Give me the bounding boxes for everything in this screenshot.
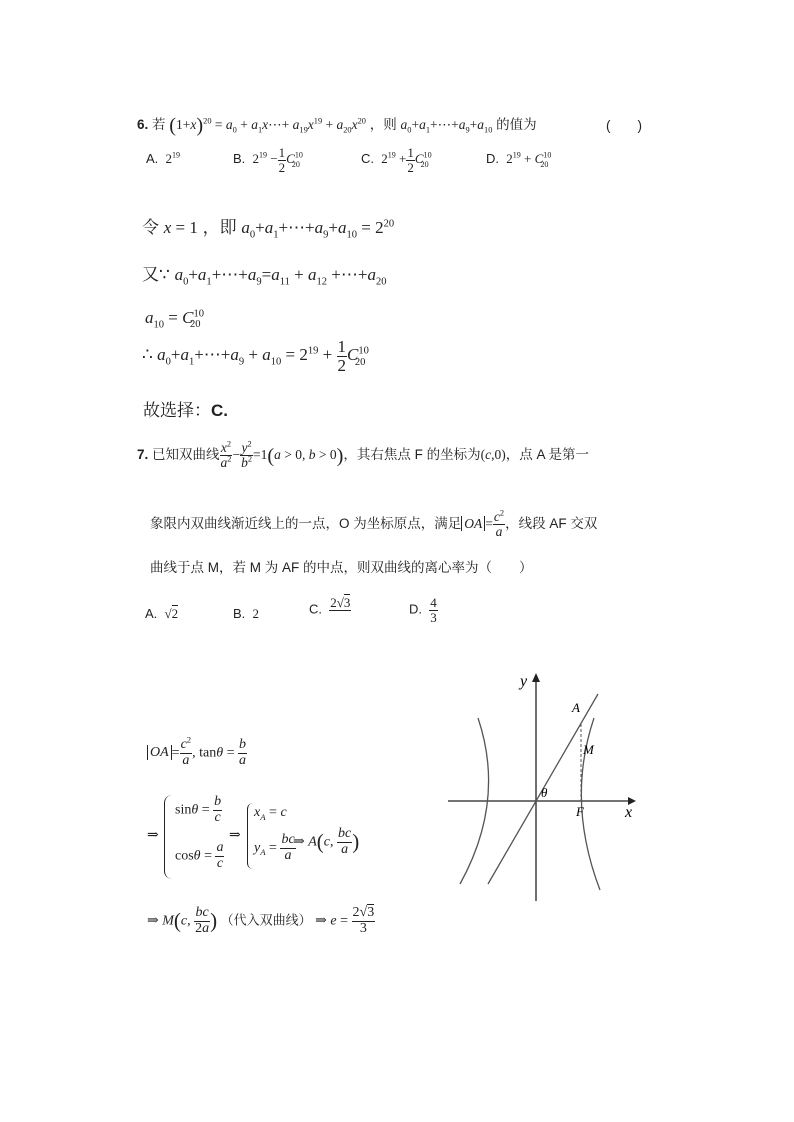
q6-formula: $(1+x)^{20} = a_0$ + $a_1x\cdots+ a_{19}x^{19} + a_{20}x^{20}$ bbox=[169, 114, 366, 137]
sol6-line3: $a_{10} = C^{10}_{20}$ bbox=[145, 308, 204, 331]
q7-option-c: C. 2√3 bbox=[309, 595, 351, 617]
label-theta: θ bbox=[541, 785, 548, 800]
q6-option-d: D. $2^{19} + C^{10}_{20}$ bbox=[486, 150, 552, 169]
y-axis-arrow bbox=[532, 673, 540, 682]
q6-stem-mid: ，则 bbox=[369, 117, 397, 132]
q6-option-c: C. $2^{19}$ + $\frac{1}{2}$ $C^{10}_{20}$ bbox=[361, 145, 432, 175]
q7-option-d: D. $\frac{4}{3}$ bbox=[409, 595, 437, 625]
q7-stem-line3: 曲线于点 M，若 M 为 AF 的中点，则双曲线的离心率为（ ） bbox=[150, 560, 533, 575]
sol6-conclusion: 故选择：C. bbox=[143, 401, 228, 420]
label-y: y bbox=[520, 673, 528, 690]
q6-option-b: B. $2^{19}$ − $\frac{1}{2}$ $C^{10}_{20}$ bbox=[233, 145, 303, 175]
sol6-line2: 又∵ $a_0+a_1+\cdots+a_9=a_{11} + a_{12}$ $+\cdots+a_{20}$ bbox=[142, 265, 387, 288]
sol7-line3: ⇒ M(c, $\frac{bc}{2a}$ ) （代入双曲线） ⇒ e = $\frac{2√3}{3}$ bbox=[147, 905, 375, 936]
q7-hyperbola-eq: $\frac{x^2}{a^2}$ − $\frac{y^2}{b^2}$ =1(a > 0, b > 0) bbox=[220, 439, 344, 471]
label-f: F bbox=[576, 804, 584, 819]
q6-stem bbox=[137, 113, 537, 136]
sol7-note: （代入双曲线） bbox=[220, 912, 312, 928]
q6-blank: ( ) bbox=[606, 118, 642, 133]
q7-option-b: B. 2 bbox=[233, 606, 260, 621]
q6-sum-formula: $a_0+a_1+\cdots+a_9+a_{10}$ bbox=[400, 117, 493, 135]
q6-number: 6. bbox=[137, 117, 149, 132]
sol6-line4: ∴ $a_0+a_1+\cdots+a_9 + a_{10} = 2^{19}$ + $\frac{1}{2}$ $C^{10}_{20}$ bbox=[142, 337, 369, 375]
label-a: A bbox=[572, 700, 580, 715]
hyperbola-figure bbox=[440, 668, 640, 908]
q6-stem-prefix: 若 bbox=[152, 117, 166, 132]
sol7-line1: OA = $\frac{c^2}{a}$ , tanθ = $\frac{b}{a}$ bbox=[147, 738, 247, 768]
q6-option-d-math: $2^{19} + C^{10}_{20}$ bbox=[506, 150, 552, 169]
q7-stem-line1: 7. 已知双曲线 $\frac{x^2}{a^2}$ − $\frac{y^2}{b^2}$ =1(a > 0, b > 0)，其右焦点 F 的坐标为(c,0)，点 A 是第一 bbox=[137, 439, 590, 471]
q7-option-a: A. √2 bbox=[145, 606, 179, 621]
q7-stem-line2: 象限内双曲线渐近线上的一点，O 为坐标原点，满足 OA = $\frac{c^2}{a}$ ，线段 AF 交双 bbox=[150, 508, 598, 540]
q6-option-a: A. $2^{19}$ bbox=[146, 150, 181, 166]
sol6-answer: C. bbox=[211, 401, 228, 420]
q6-option-b-math: $2^{19}$ − $\frac{1}{2}$ $C^{10}_{20}$ bbox=[252, 145, 303, 175]
q7-number: 7. bbox=[137, 446, 149, 462]
sol6-line1: 令 x = 1 ，即 $a_0+a_1+\cdots+a_9+a_{10} = 2^{20}$ bbox=[142, 218, 395, 241]
label-x: x bbox=[625, 804, 633, 821]
q6-option-c-math: $2^{19}$ + $\frac{1}{2}$ $C^{10}_{20}$ bbox=[381, 145, 432, 175]
q6-option-a-math: $2^{19}$ bbox=[165, 150, 181, 166]
q6-stem-suffix: 的值为 bbox=[496, 117, 537, 132]
label-m: M bbox=[583, 742, 594, 757]
